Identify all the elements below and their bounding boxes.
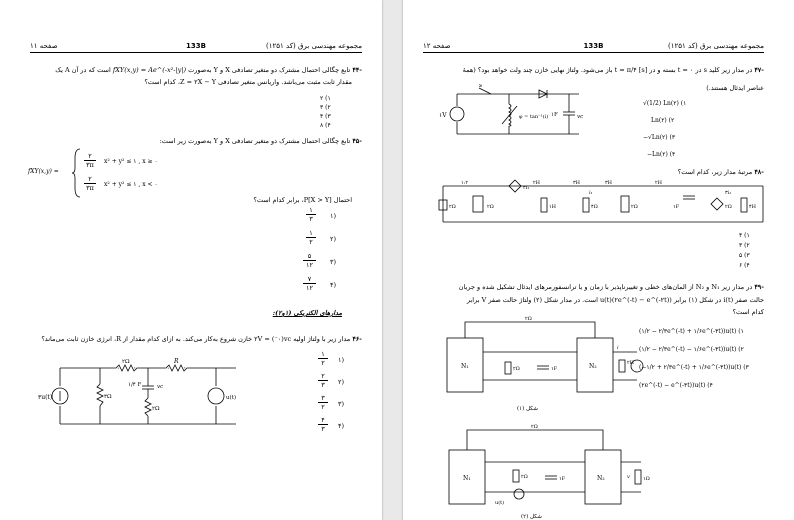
q47-switch-label: s bbox=[479, 84, 483, 89]
q47-option-1[interactable]: √(1/2) Ln(۲) (۱ bbox=[643, 100, 687, 107]
q48-label-h4: ۳H bbox=[605, 180, 613, 186]
q49-figure-1 bbox=[437, 316, 647, 414]
circ-R-label: R bbox=[174, 358, 179, 365]
fig2-n2: N₂ bbox=[597, 475, 605, 482]
q49-option-1[interactable]: (۱/۲ − ۲/۳e^(-t) + ۱/۶e^(-۴t))u(t) (۱ bbox=[639, 328, 744, 335]
question-46 bbox=[22, 335, 362, 344]
q48-label-ratio: ۱:۲ bbox=[461, 180, 469, 186]
q48-option-4[interactable]: ۶ (۴ bbox=[739, 262, 750, 269]
q45-coef-2: ۲ ۳π bbox=[84, 175, 96, 192]
header-code: 133B bbox=[186, 42, 206, 50]
q48-label-h3: ۳H bbox=[573, 180, 581, 186]
question-number: -۴۸ bbox=[754, 168, 764, 176]
question-text: مرتبهٔ مدار زیر، کدام است؟ bbox=[677, 168, 753, 176]
fig1-n1: N₁ bbox=[461, 363, 469, 370]
q48-label-r1: ۲Ω bbox=[449, 204, 456, 210]
q48-label-r4: ۲Ω bbox=[631, 204, 638, 210]
q46-option-1-fraction: ۱ ۲ bbox=[318, 350, 328, 367]
fig1-i: i bbox=[617, 345, 619, 351]
q45-option-2-fraction: ۱ ۲ bbox=[306, 229, 316, 246]
q46-option-3-fraction: ۳ ۲ bbox=[318, 394, 328, 411]
question-47 bbox=[424, 66, 764, 75]
q46-circuit-diagram bbox=[36, 358, 256, 434]
formula: fXY(x,y) = Ae^(-x²-|y|) bbox=[112, 66, 187, 74]
circ-source-label: ۳u(t) bbox=[38, 394, 53, 401]
question-text: در مدار زیر کلید s در t = ۰ بسته و در t = π/۴ [s] باز می‌شود. ولتاژ نهایی خازن چند ولت خواهد بود؟ (همهٔ bbox=[462, 66, 753, 74]
question-text: تابع چگالی احتمال مشترک دو متغیر تصادفی X و Y به‌صورت زیر است: bbox=[159, 137, 351, 145]
q45-option-1-fraction: ۱ ۳ bbox=[306, 206, 316, 223]
question-47-line2: عناصر ایدئال هستند.) bbox=[706, 84, 764, 92]
circ-r2-label: ۲Ω bbox=[122, 359, 130, 365]
question-number: -۴۷ bbox=[754, 66, 764, 74]
q48-option-1[interactable]: ۴ (۱ bbox=[739, 232, 750, 239]
question-45 bbox=[22, 137, 362, 146]
q48-label-3i1: ۳i₁ bbox=[725, 190, 732, 196]
q48-label-h6: ۴H bbox=[749, 204, 757, 210]
header-page-number: صفحه ۱۱ bbox=[30, 42, 58, 50]
q49-option-2[interactable]: (۱/۲ − ۲/۳e^(-t) − ۱/۶e^(-۴t))u(t) (۲ bbox=[639, 346, 744, 353]
fig2-caption: شکل (۲) bbox=[521, 514, 542, 520]
question-49 bbox=[419, 283, 764, 292]
q46-option-3[interactable]: (۳ bbox=[337, 400, 344, 408]
question-number: -۴۴ bbox=[352, 66, 362, 74]
q44-option-3[interactable]: ۴ (۳ bbox=[320, 113, 331, 120]
fig2-n1: N₁ bbox=[463, 475, 471, 482]
fig1-r: ۲Ω bbox=[513, 366, 520, 372]
q47-vc-label: vc bbox=[577, 114, 584, 120]
q48-label-r5: ۲Ω bbox=[725, 204, 732, 210]
q44-option-2[interactable]: ۳ (۲ bbox=[320, 104, 331, 111]
fig2-r1: ۱Ω bbox=[643, 476, 650, 482]
question-text: مدار زیر با ولتاژ اولیه ۲V = (⁻۰)vc خازن شروع به‌کار می‌کند. به ازای کدام مقدار از R، انرژی خازن ثابت می‌ماند؟ bbox=[41, 335, 351, 343]
q49-option-3[interactable]: (−۱/۲ + ۲/۳e^(-t) + ۱/۶e^(-۴t))u(t) (۳ bbox=[639, 364, 749, 371]
q44-option-1[interactable]: ۲ (۱ bbox=[320, 95, 331, 102]
fig2-top-r: ۲Ω bbox=[531, 424, 538, 430]
fig1-caption: شکل (۱) bbox=[517, 406, 538, 412]
header-book-title: مجموعه مهندسی برق (کد ۱۲۵۱) bbox=[266, 42, 362, 50]
q45-option-2[interactable]: (۲ bbox=[329, 235, 336, 243]
q47-option-3[interactable]: −√Ln(۲) (۳ bbox=[643, 134, 676, 141]
page-header bbox=[423, 40, 764, 53]
brace-icon bbox=[72, 148, 82, 198]
question-49-line3: کدام است؟ bbox=[732, 308, 764, 316]
circ-cap-label: ۱/۴ F bbox=[128, 382, 142, 388]
fig2-c: ۱F bbox=[559, 476, 566, 482]
question-text: تابع چگالی احتمال مشترک دو متغیر تصادفی X و Y به‌صورت bbox=[188, 66, 351, 74]
q48-label-h1: ۲H bbox=[533, 180, 541, 186]
page-12 bbox=[403, 0, 794, 520]
fig2-u: u(t) bbox=[495, 500, 505, 506]
q45-option-3[interactable]: (۳ bbox=[329, 258, 336, 266]
fig1-h: ۲H bbox=[627, 360, 635, 366]
fig2-v: v bbox=[627, 474, 630, 480]
q47-inductor-label: φ = tan⁻¹(i) bbox=[519, 114, 549, 120]
question-44 bbox=[22, 66, 362, 75]
q46-option-1[interactable]: (۱ bbox=[337, 356, 344, 364]
fig1-c: ۱F bbox=[551, 366, 558, 372]
circ-vc-label: vc bbox=[157, 384, 164, 390]
q45-case-1: x² + y² ≤ ۱ , x ≥ ۰ bbox=[104, 158, 158, 165]
q49-figure-2 bbox=[435, 420, 655, 520]
question-number: -۴۵ bbox=[352, 137, 362, 145]
header-book-title: مجموعه مهندسی برق (کد ۱۲۵۱) bbox=[668, 42, 764, 50]
page-11 bbox=[0, 0, 382, 520]
q45-coef-1: ۲ ۳π bbox=[84, 152, 96, 169]
q45-question: احتمال P[X > Y]، برابر کدام است؟ bbox=[253, 196, 352, 204]
q48-option-3[interactable]: ۵ (۳ bbox=[739, 252, 750, 259]
q47-option-4[interactable]: −Ln(۲) (۴ bbox=[647, 151, 676, 158]
q48-label-r2: ۲Ω bbox=[487, 204, 494, 210]
question-number: -۴۹ bbox=[754, 283, 764, 291]
q44-option-4[interactable]: ۸ (۴ bbox=[320, 122, 331, 129]
q48-option-2[interactable]: ۳ (۲ bbox=[739, 242, 750, 249]
q47-option-2[interactable]: Ln(۲) (۲ bbox=[651, 117, 675, 124]
q49-option-4[interactable]: (۲e^(-t) − e^(-۴t))u(t) (۴ bbox=[639, 382, 713, 389]
page-header bbox=[30, 40, 362, 53]
q47-cap-label: ۱F bbox=[551, 112, 558, 118]
q45-option-3-fraction: ۵ ۱۲ bbox=[303, 252, 316, 269]
header-page-number: صفحه ۱۲ bbox=[423, 42, 451, 50]
q47-circuit-diagram bbox=[439, 84, 599, 144]
q45-option-4-fraction: ۷ ۱۲ bbox=[303, 275, 316, 292]
q48-circuit-diagram bbox=[433, 178, 778, 228]
q48-label-2i1: ۲i₁ bbox=[523, 185, 530, 191]
q46-option-4-fraction: ۴ ۳ bbox=[318, 416, 328, 433]
q46-option-2-fraction: ۲ ۳ bbox=[318, 372, 328, 389]
circ-r1-label: ۳Ω bbox=[104, 394, 112, 400]
q48-label-h2: ۱H bbox=[549, 204, 557, 210]
circ-out-label: u(t) bbox=[226, 395, 237, 401]
question-48 bbox=[464, 168, 764, 177]
circ-r3-label: ۲Ω bbox=[152, 406, 160, 412]
q48-label-i1: i₁ bbox=[589, 190, 593, 196]
question-text: در مدار زیر N₁ و N₂ از المان‌های خطی و تغییرناپذیر با زمان و یا ترانسفورمرهای ایدئال تشکیل شده و جریان bbox=[458, 283, 753, 291]
q48-label-h5: ۲H bbox=[655, 180, 663, 186]
header-code: 133B bbox=[583, 42, 604, 50]
q46-option-2[interactable]: (۲ bbox=[337, 378, 344, 386]
question-text-cont: است که در آن A یک bbox=[55, 66, 111, 74]
q45-case-2: x² + y² ≤ ۱ , x < ۰ bbox=[104, 181, 158, 188]
q48-label-r3: ۴Ω bbox=[591, 204, 598, 210]
question-number: -۴۶ bbox=[352, 335, 362, 343]
q45-option-1[interactable]: (۱ bbox=[329, 212, 336, 220]
q46-option-4[interactable]: (۴ bbox=[337, 422, 344, 430]
question-44-line2: مقدار ثابت مثبت می‌باشد. واریانس متغیر تصادفی Z = ۲X − Y، کدام است؟ bbox=[144, 78, 352, 86]
q45-function: fXY(x,y) = bbox=[28, 168, 59, 175]
q47-source-label: ۱V bbox=[439, 112, 447, 119]
section-title: مدارهای الکتریکی (۱و۲): bbox=[272, 309, 342, 317]
q48-label-c: ۱F bbox=[673, 204, 680, 210]
fig1-n2: N₂ bbox=[589, 363, 597, 370]
fig1-top-r: ۲Ω bbox=[525, 316, 532, 322]
q45-option-4[interactable]: (۴ bbox=[329, 281, 336, 289]
fig2-r: ۲Ω bbox=[521, 474, 528, 480]
question-49-line2: حالت صفر i(t) در شکل (۱) برابر (۲e^(-t) − e^(-۲t))u(t) است. در مدار شکل (۲) ولتاژ حالت صفر V برابر bbox=[466, 296, 764, 304]
